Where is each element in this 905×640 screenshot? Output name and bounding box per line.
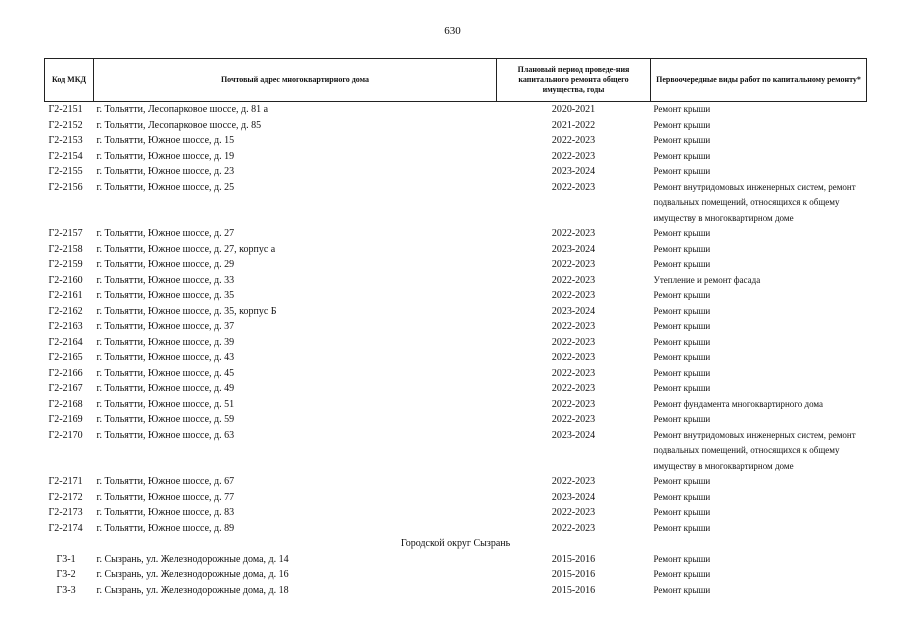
cell-work: Ремонт крыши: [653, 491, 711, 502]
cell-work: Ремонт крыши: [653, 336, 711, 347]
cell-address: г. Тольятти, Южное шоссе, д. 27: [96, 228, 235, 239]
cell-address: г. Тольятти, Южное шоссе, д. 35, корпус Б: [96, 305, 277, 317]
cell-work: Ремонт крыши: [653, 352, 711, 362]
cell-address: г. Тольятти, Южное шоссе, д. 67: [96, 476, 235, 487]
cell-work: Ремонт крыши: [653, 569, 711, 579]
cell-work: Ремонт крыши: [653, 305, 711, 316]
cell-code: Г2-2171: [48, 476, 83, 487]
cell-work: Ремонт внутридомовых инженерных систем, ремонт подвальных помещений, относящихся к общему имуществу в многоквартирном доме: [653, 181, 856, 223]
table-row: [45, 319, 867, 335]
table-row: [45, 288, 867, 304]
cell-code: Г2-2164: [48, 336, 83, 348]
page-number: 630: [444, 25, 461, 37]
table-row: [45, 226, 867, 242]
cell-period: 2022-2023: [551, 476, 596, 487]
cell-period: 2022-2023: [551, 352, 596, 363]
cell-work: Ремонт крыши: [653, 476, 711, 486]
cell-code: Г2-2165: [48, 352, 83, 363]
cell-address: г. Тольятти, Южное шоссе, д. 37: [96, 321, 235, 332]
cell-address: г. Тольятти, Южное шоссе, д. 33: [96, 274, 235, 286]
table-row: [45, 350, 867, 366]
cell-work: Ремонт крыши: [653, 259, 711, 269]
cell-code: Г2-2162: [48, 305, 83, 317]
cell-code: Г2-2161: [48, 290, 83, 301]
cell-code: Г2-2152: [48, 119, 83, 131]
cell-period: 2022-2023: [551, 290, 596, 301]
cell-period: 2022-2023: [551, 398, 596, 410]
table-row: [45, 397, 867, 413]
cell-period: 2015-2016: [551, 584, 596, 596]
cell-work: Ремонт крыши: [653, 522, 711, 533]
cell-period: 2022-2023: [551, 259, 596, 270]
cell-address: г. Сызрань, ул. Железнодорожные дома, д. 18: [96, 584, 289, 596]
table-row: [45, 242, 867, 258]
cell-code: Г3-1: [56, 553, 76, 565]
cell-work: Ремонт крыши: [653, 553, 711, 564]
cell-address: г. Тольятти, Южное шоссе, д. 27, корпус а: [96, 243, 276, 255]
cell-code: Г2-2153: [48, 135, 83, 146]
cell-address: г. Тольятти, Южное шоссе, д. 51: [96, 398, 235, 410]
cell-period: 2023-2024: [551, 305, 596, 317]
cell-code: Г2-2163: [48, 321, 83, 332]
cell-code: Г2-2157: [48, 228, 83, 239]
cell-code: Г2-2166: [48, 367, 83, 379]
cell-work: Ремонт крыши: [653, 290, 711, 300]
cell-address: г. Тольятти, Южное шоссе, д. 49: [96, 383, 235, 394]
cell-work: Ремонт крыши: [653, 135, 711, 145]
table-row: [45, 583, 867, 599]
table-row: [45, 133, 867, 149]
cell-period: 2023-2024: [551, 243, 596, 255]
header-period: Плановый период проведе-ния капитального ремонта общего имущества, годы: [497, 59, 651, 102]
table-row: [45, 257, 867, 273]
cell-period: 2022-2023: [551, 150, 596, 162]
cell-code: Г2-2170: [48, 429, 83, 441]
cell-address: г. Тольятти, Южное шоссе, д. 43: [96, 352, 235, 363]
cell-address: г. Тольятти, Южное шоссе, д. 15: [96, 135, 235, 146]
cell-address: г. Сызрань, ул. Железнодорожные дома, д. 16: [96, 569, 289, 580]
cell-address: г. Сызрань, ул. Железнодорожные дома, д. 14: [96, 553, 289, 565]
cell-work: Ремонт крыши: [653, 228, 711, 238]
cell-address: г. Тольятти, Южное шоссе, д. 89: [96, 522, 235, 534]
cell-address: г. Тольятти, Южное шоссе, д. 63: [96, 429, 235, 441]
table-row: [45, 428, 867, 475]
cell-period: 2022-2023: [551, 135, 596, 146]
cell-work: Ремонт фундамента многоквартирного дома: [653, 398, 824, 409]
cell-code: Г3-2: [56, 569, 76, 580]
table-row: [45, 180, 867, 227]
cell-work: Ремонт крыши: [653, 119, 711, 130]
cell-code: Г2-2174: [48, 522, 83, 534]
section-row: [45, 536, 867, 552]
cell-period: 2022-2023: [551, 181, 596, 193]
cell-period: 2021-2022: [551, 119, 596, 131]
cell-period: 2020-2021: [551, 104, 596, 115]
cell-code: Г2-2156: [48, 181, 83, 193]
table-row: [45, 552, 867, 568]
cell-address: г. Тольятти, Южное шоссе, д. 59: [96, 414, 235, 425]
cell-code: Г2-2154: [48, 150, 83, 162]
cell-code: Г3-3: [56, 584, 76, 596]
header-address: Почтовый адрес многоквартирного дома: [94, 59, 497, 102]
cell-period: 2022-2023: [551, 414, 596, 425]
table-header-row: [45, 59, 867, 102]
cell-work: Ремонт крыши: [653, 507, 711, 517]
cell-address: г. Тольятти, Южное шоссе, д. 25: [96, 181, 235, 193]
table-row: [45, 567, 867, 583]
cell-work: Ремонт крыши: [653, 150, 711, 161]
cell-work: Ремонт крыши: [653, 104, 711, 114]
table-row: [45, 521, 867, 537]
table-row: [45, 304, 867, 320]
cell-period: 2015-2016: [551, 569, 596, 580]
table-row: [45, 381, 867, 397]
cell-work: Утепление и ремонт фасада: [653, 274, 761, 285]
cell-address: г. Тольятти, Южное шоссе, д. 77: [96, 491, 235, 503]
cell-period: 2022-2023: [551, 507, 596, 518]
cell-period: 2022-2023: [551, 383, 596, 394]
cell-work: Ремонт крыши: [653, 321, 711, 331]
capital-repair-table: [44, 58, 867, 598]
cell-work: Ремонт крыши: [653, 584, 711, 595]
table-row: [45, 490, 867, 506]
cell-address: г. Тольятти, Южное шоссе, д. 19: [96, 150, 235, 162]
cell-period: 2023-2024: [551, 491, 596, 503]
table-row: [45, 102, 867, 118]
cell-period: 2022-2023: [551, 321, 596, 332]
cell-work: Ремонт крыши: [653, 166, 711, 176]
section-title: Городской округ Сызрань: [400, 538, 511, 549]
cell-code: Г2-2167: [48, 383, 83, 394]
table-row: [45, 505, 867, 521]
cell-code: Г2-2173: [48, 507, 83, 518]
header-code: Код МКД: [45, 59, 94, 102]
table-row: [45, 366, 867, 382]
cell-work: Ремонт крыши: [653, 367, 711, 378]
cell-code: Г2-2151: [48, 104, 83, 115]
cell-code: Г2-2169: [48, 414, 83, 425]
cell-period: 2023-2024: [551, 166, 596, 177]
cell-address: г. Тольятти, Южное шоссе, д. 29: [96, 259, 235, 270]
cell-period: 2022-2023: [551, 274, 596, 286]
cell-address: г. Тольятти, Южное шоссе, д. 23: [96, 166, 235, 177]
cell-period: 2022-2023: [551, 336, 596, 348]
cell-code: Г2-2159: [48, 259, 83, 270]
cell-code: Г2-2160: [48, 274, 83, 286]
cell-work: Ремонт крыши: [653, 383, 711, 393]
table-row: [45, 474, 867, 490]
cell-work: Ремонт крыши: [653, 414, 711, 424]
cell-address: г. Тольятти, Южное шоссе, д. 83: [96, 507, 235, 518]
cell-work: Ремонт крыши: [653, 243, 711, 254]
cell-period: 2022-2023: [551, 228, 596, 239]
cell-code: Г2-2158: [48, 243, 83, 255]
table-row: [45, 412, 867, 428]
cell-address: г. Тольятти, Лесопарковое шоссе, д. 85: [96, 119, 262, 131]
table-row: [45, 118, 867, 134]
cell-period: 2023-2024: [551, 429, 596, 441]
cell-code: Г2-2172: [48, 491, 83, 503]
cell-address: г. Тольятти, Южное шоссе, д. 35: [96, 290, 235, 301]
cell-code: Г2-2168: [48, 398, 83, 410]
table-row: [45, 164, 867, 180]
header-works: Первоочередные виды работ по капитальному ремонту*: [651, 59, 867, 102]
cell-period: 2022-2023: [551, 522, 596, 534]
table-row: [45, 273, 867, 289]
table-row: [45, 149, 867, 165]
cell-period: 2022-2023: [551, 367, 596, 379]
table-row: [45, 335, 867, 351]
cell-code: Г2-2155: [48, 166, 83, 177]
cell-address: г. Тольятти, Лесопарковое шоссе, д. 81 а: [96, 104, 269, 115]
cell-address: г. Тольятти, Южное шоссе, д. 45: [96, 367, 235, 379]
cell-address: г. Тольятти, Южное шоссе, д. 39: [96, 336, 235, 348]
cell-period: 2015-2016: [551, 553, 596, 565]
cell-work: Ремонт внутридомовых инженерных систем, ремонт подвальных помещений, относящихся к общему имуществу в многоквартирном доме: [653, 429, 856, 471]
